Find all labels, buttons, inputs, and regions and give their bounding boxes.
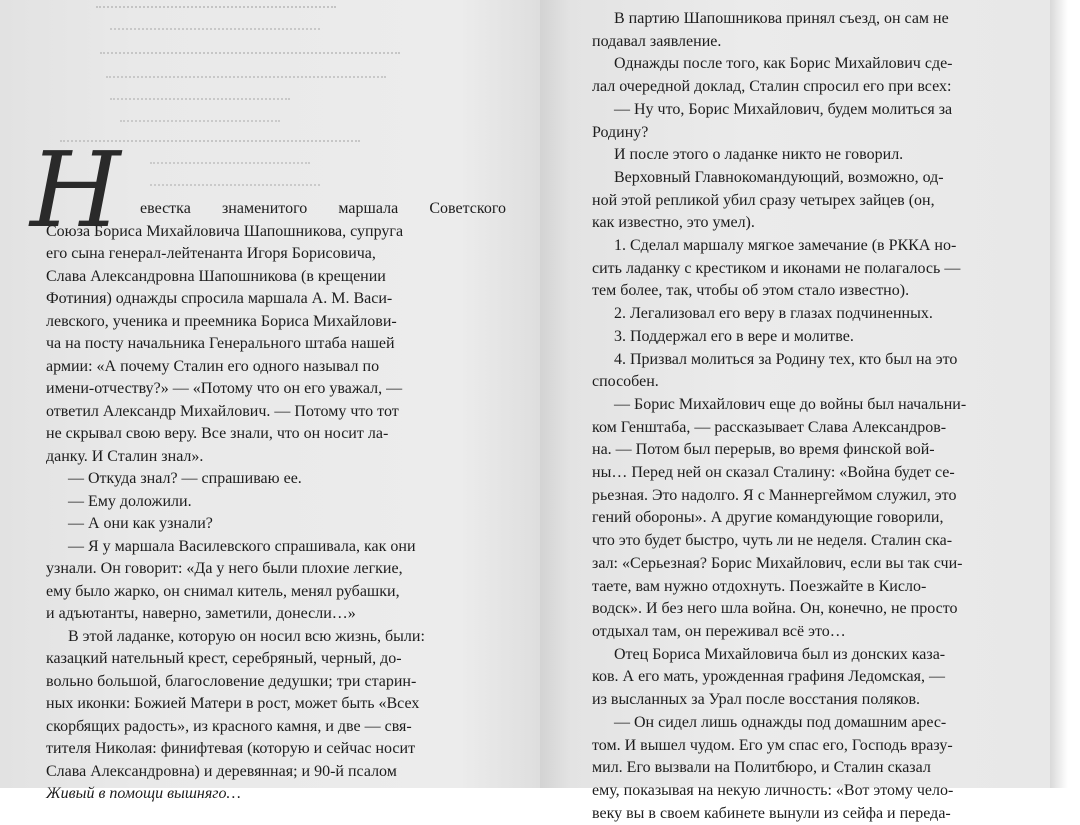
text-line: Верховный Главнокомандующий, возможно, од- xyxy=(614,168,944,186)
text-line: Фотиния) однажды спросила маршала А. М. Васи- xyxy=(46,290,393,307)
text-line: левского, ученика и преемника Бориса Михайлови- xyxy=(46,312,397,330)
text-line: ком Генштаба, — рассказывает Слава Александров- xyxy=(592,418,947,436)
text-line: данку. И Сталин знал». xyxy=(46,447,204,465)
scan-edge-margin xyxy=(1050,0,1080,788)
text-line: И после этого о ладанке никто не говорил. xyxy=(614,146,904,164)
text-line: 1. Сделал маршалу мягкое замечание (в РККА но- xyxy=(614,237,957,255)
text-line: его сына генерал-лейтенанта Игоря Борисовича, xyxy=(46,245,376,262)
left-page-text xyxy=(46,198,506,806)
text-line: ответил Александр Михайлович. — Потому что тот xyxy=(46,402,399,420)
text-line: ной этой репликой убил сразу четырех зайцев (он, xyxy=(592,191,935,209)
text-line: Отец Бориса Михайловича был из донских каза- xyxy=(614,645,946,663)
text-line: — Откуда знал? — спрашиваю ее. xyxy=(68,470,302,487)
text-line: Однажды после того, как Борис Михайлович сде- xyxy=(614,55,953,73)
text-line: узнали. Он говорит: «Да у него были плохие легкие, xyxy=(46,560,403,577)
text-line: Слава Александровна Шапошникова (в крещении xyxy=(46,267,386,285)
text-line: таете, вам нужно отдохнуть. Поезжайте в Кисло- xyxy=(592,577,927,595)
text-line: сить ладанку с крестиком и иконами не полагалось — xyxy=(592,259,961,277)
text-line: подавал заявление. xyxy=(592,32,722,50)
text-line: армии: «А почему Сталин его одного называл по xyxy=(46,357,380,375)
text-line: том. И вышел чудом. Его ум спас его, Господь вразу- xyxy=(592,736,953,754)
text-line: В этой ладанке, которую он носил всю жизнь, были: xyxy=(68,627,425,645)
text-line: ему было жарко, он снимал китель, менял рубашки, xyxy=(46,582,400,600)
text-line: вольно большой, благословение дедушки; три старин- xyxy=(46,672,417,690)
text-line: что это будет быстро, чуть ли не неделя. Сталин ска- xyxy=(592,532,953,550)
text-line: — Ему доложили. xyxy=(68,492,192,510)
text-line: ков. А его мать, урожденная графиня Ледомская, — xyxy=(592,668,946,686)
text-line: Слава Александровна) и деревянная; и 90-й псалом xyxy=(46,762,397,780)
drop-cap: Н xyxy=(30,129,121,251)
left-page xyxy=(0,0,540,802)
text-line: В партию Шапошникова принял съезд, он сам не xyxy=(614,10,949,27)
text-line: гений обороны». А другие командующие говорили, xyxy=(592,509,944,527)
text-line: отдыхал там, он переживал всё это… xyxy=(592,622,846,640)
text-line: не скрывал свою веру. Все знали, что он носит ла- xyxy=(46,425,389,442)
text-line: Союза Бориса Михайловича Шапошникова, супруга xyxy=(46,222,404,240)
text-line: 2. Легализовал его веру в глазах подчиненных. xyxy=(614,305,933,323)
text-line: и адъютанты, наверно, заметили, донесли…» xyxy=(46,605,356,622)
text-line: тем более, так, чтобы об этом стало известно). xyxy=(592,282,910,300)
text-line: как известно, это умел). xyxy=(592,214,755,232)
text-line: казацкий нательный крест, серебряный, черный, до- xyxy=(46,650,402,667)
text-line: — А они как узнали? xyxy=(68,515,213,532)
text-line: Родину? xyxy=(592,123,649,141)
text-line: ны… Перед ней он сказал Сталину: «Война будет се- xyxy=(592,464,955,482)
text-line: способен. xyxy=(592,373,659,391)
text-line: 4. Призвал молиться за Родину тех, кто был на это xyxy=(614,350,958,368)
text-line: тителя Николая: финифтевая (которую и сейчас носит xyxy=(46,740,416,757)
text-line: имени-отчеству?» — «Потому что он его уважал, — xyxy=(46,380,403,397)
text-line: мил. Его вызвали на Политбюро, и Сталин сказал xyxy=(592,759,931,777)
text-line: ных иконки: Божией Матери в рост, может быть «Всех xyxy=(46,695,420,712)
text-line: 3. Поддержал его в вере и молитве. xyxy=(614,327,854,345)
text-line: Живый в помощи вышняго… xyxy=(46,785,241,802)
text-line: водск». И без него шла война. Он, конечно, не просто xyxy=(592,600,958,618)
text-line: рьезная. Это надолго. Я с Маннергеймом служил, это xyxy=(592,486,957,504)
text-line: лал очередной доклад, Сталин спросил его при всех: xyxy=(592,78,952,96)
text-line: — Борис Михайлович еще до войны был начальни- xyxy=(614,395,967,413)
text-line: — Ну что, Борис Михайлович, будем молиться за xyxy=(614,100,953,118)
text-line: зал: «Серьезная? Борис Михайлович, если вы так счи- xyxy=(592,554,963,572)
text-line: веку вы в своем кабинете вынули из сейфа и переда- xyxy=(592,804,951,822)
text-line: евестка знаменитого маршала Советского xyxy=(140,200,506,217)
text-line: из высланных за Урал после восстания поляков. xyxy=(592,691,920,709)
right-page-text xyxy=(592,8,1040,825)
text-line: на. — Потом был перерыв, во время финской вой- xyxy=(592,441,935,459)
text-line: ему, показывая на некую личность: «Вот этому чело- xyxy=(592,781,954,799)
text-line: — Я у маршала Василевского спрашивала, как они xyxy=(68,537,416,555)
text-line: — Он сидел лишь однажды под домашним арес- xyxy=(614,713,947,731)
right-page xyxy=(540,0,1050,822)
text-line: скорбящих радость», из красного камня, и две — свя- xyxy=(46,717,412,735)
text-line: ча на посту начальника Генерального штаба нашей xyxy=(46,335,395,352)
